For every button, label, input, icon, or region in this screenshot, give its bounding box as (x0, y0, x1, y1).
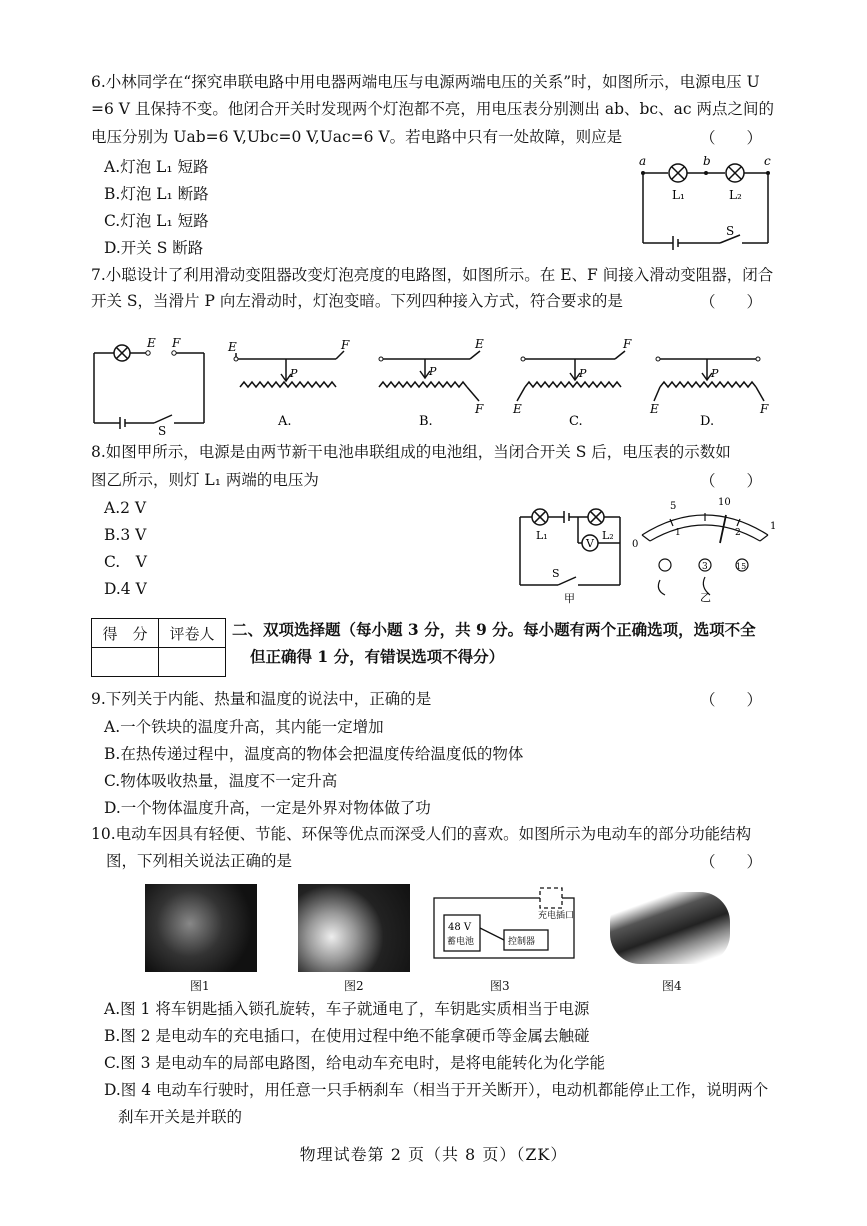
page-footer: 物理试卷第 2 页（共 8 页）（ZK） (299, 1145, 568, 1164)
q7-label-f: F (172, 336, 181, 350)
q7d-label-p: P (711, 367, 719, 380)
q10-figure-3-diagram (430, 880, 580, 975)
section2-title-line-1: 二、双项选择题（每小题 3 分，共 9 分。每小题有两个正确选项，选项不全 (232, 620, 756, 639)
grader-cell[interactable] (159, 648, 226, 677)
q8-stem-line-2: 图乙所示，则灯 L₁ 两端的电压为 (91, 471, 319, 489)
q10-caption-1: 图1 (190, 979, 210, 993)
q10-option-b: B.图 2 是电动车的充电插口，在使用过程中绝不能拿硬币等金属去触碰 (104, 1027, 590, 1045)
q9-option-b: B.在热传递过程中，温度高的物体会把温度传给温度低的物体 (104, 745, 524, 763)
q8-caption-yi: 乙 (700, 591, 711, 604)
q6-circuit-diagram (640, 155, 775, 250)
q10-option-c: C.图 3 是电动车的局部电路图，给电动车充电时，是将电能转化为化学能 (104, 1054, 605, 1072)
q10-caption-4: 图4 (662, 979, 682, 993)
q6-label-a: a (639, 154, 647, 168)
q7a-label-f: F (341, 338, 350, 352)
grader-label: 评卷人 (159, 619, 226, 648)
q8-tick-10: 10 (718, 497, 731, 508)
q10-option-a: A.图 1 将车钥匙插入锁孔旋转，车子就通电了，车钥匙实质相当于电源 (104, 1000, 590, 1018)
q8-option-d: D.4 V (104, 580, 147, 598)
q8-voltmeter-yi (630, 495, 780, 603)
q6-label-s: S (726, 224, 735, 238)
score-label: 得 分 (92, 619, 159, 648)
q7b-label-e: E (475, 337, 484, 351)
q8-tick-1: 1 (675, 528, 681, 538)
q6-answer-blank: （ ） (700, 129, 763, 147)
q10-battery-label: 蓄电池 (447, 937, 475, 947)
q7a-label-p: P (290, 367, 298, 380)
q10-stem-line-2: 图，下列相关说法正确的是 (106, 852, 293, 870)
q6-label-l2: L₂ (729, 188, 742, 202)
q8-tick-0: 0 (632, 539, 639, 550)
q10-caption-3: 图3 (490, 979, 510, 993)
q6-option-b: B.灯泡 L₁ 断路 (104, 185, 209, 203)
score-cell[interactable] (92, 648, 159, 677)
q7-choice-a-rheostat (226, 335, 356, 430)
q8-terminal-15: 15 (736, 562, 747, 571)
q10-stem-line-1: 10.电动车因具有轻便、节能、环保等优点而深受人们的喜欢。如图所示为电动车的部分功能结构 (91, 825, 752, 843)
q9-stem: 9.下列关于内能、热量和温度的说法中，正确的是 (91, 690, 432, 708)
q6-stem-line-1: 6.小林同学在“探究串联电路中用电器两端电压与电源两端电压的关系”时，如图所示，电源电压 U (91, 73, 760, 91)
q7d-label-f: F (760, 402, 769, 416)
q7b-label-f: F (475, 402, 484, 416)
q7-choice-b-rheostat (375, 335, 500, 430)
q7c-label-e: E (513, 402, 522, 416)
q7-choice-a-label: A. (278, 414, 292, 429)
q10-option-d-cont: 刹车开关是并联的 (118, 1108, 243, 1126)
q7b-label-p: P (429, 365, 437, 378)
q7-choice-b-label: B. (419, 414, 433, 429)
q8-tick-5: 5 (670, 501, 677, 512)
q8-label-l1: L₁ (536, 529, 548, 542)
q10-figure-4-photo (610, 892, 730, 964)
q8-circuit-jia (518, 503, 628, 603)
q7-choice-d-rheostat (652, 335, 782, 430)
q8-caption-jia: 甲 (564, 592, 575, 605)
q6-label-c: c (764, 154, 771, 168)
q6-option-a: A.灯泡 L₁ 短路 (104, 158, 209, 176)
q8-tick-end: 1 (770, 521, 777, 532)
q8-label-l2: L₂ (602, 529, 614, 542)
q9-option-c: C.物体吸收热量，温度不一定升高 (104, 772, 338, 790)
q8-voltmeter-label: V (586, 537, 594, 550)
q8-option-b: B.3 V (104, 526, 147, 544)
q6-option-d: D.开关 S 断路 (104, 239, 204, 257)
q8-stem-line-1: 8.如图甲所示，电源是由两节新干电池串联组成的电池组，当闭合开关 S 后，电压表的示数如 (91, 443, 731, 461)
q7c-label-f: F (623, 337, 632, 351)
q7c-label-p: P (579, 367, 587, 380)
q10-answer-blank: （ ） (700, 853, 763, 871)
q6-label-b: b (703, 154, 711, 168)
q9-option-a: A.一个铁块的温度升高，其内能一定增加 (104, 718, 384, 736)
q10-option-d: D.图 4 电动车行驶时，用任意一只手柄刹车（相当于开关断开），电动机都能停止工作，说明两个 (104, 1081, 769, 1099)
q7-stem-line-1: 7.小聪设计了利用滑动变阻器改变灯泡亮度的电路图，如图所示。在 E、F 间接入滑动变阻器，闭合 (91, 266, 774, 284)
q8-option-a: A.2 V (104, 499, 147, 517)
q8-label-s: S (552, 567, 560, 580)
q7-choice-c-rheostat (515, 335, 645, 430)
q7-choice-c-label: C. (569, 414, 583, 429)
q7-label-s: S (158, 424, 167, 438)
q7-base-circuit (92, 335, 212, 438)
score-table (91, 618, 226, 677)
q6-stem-line-3: 电压分别为 Uab=6 V,Ubc=0 V,Uac=6 V。若电路中只有一处故障，则应是 (91, 128, 623, 146)
q7-choice-d-label: D. (700, 414, 715, 429)
section2-title-line-2: 但正确得 1 分，有错误选项不得分） (250, 647, 505, 666)
q10-figure-2-photo (298, 884, 410, 972)
q8-answer-blank: （ ） (700, 472, 763, 490)
q6-option-c: C.灯泡 L₁ 短路 (104, 212, 209, 230)
q10-figure-1-photo (145, 884, 257, 972)
q7d-label-e: E (650, 402, 659, 416)
q6-label-l1: L₁ (672, 188, 685, 202)
q7a-label-e: E (228, 340, 237, 354)
q10-battery-voltage: 48 V (448, 922, 472, 933)
q7-stem-line-2: 开关 S，当滑片 P 向左滑动时，灯泡变暗。下列四种接入方式，符合要求的是 (91, 292, 623, 310)
q10-controller-label: 控制器 (508, 937, 536, 947)
q10-caption-2: 图2 (344, 979, 364, 993)
q6-stem-line-2: =6 V 且保持不变。他闭合开关时发现两个灯泡都不亮，用电压表分别测出 ab、bc、ac 两点之间的 (91, 100, 774, 118)
q8-option-c: C. V (104, 553, 147, 571)
q9-option-d: D.一个物体温度升高，一定是外界对物体做了功 (104, 799, 431, 817)
q10-port-label: 充电插口 (538, 911, 575, 921)
q7-answer-blank: （ ） (700, 293, 763, 311)
q9-answer-blank: （ ） (700, 691, 763, 709)
q8-terminal-3: 3 (702, 562, 708, 572)
q8-tick-2: 2 (735, 528, 741, 538)
q7-label-e: E (147, 336, 156, 350)
